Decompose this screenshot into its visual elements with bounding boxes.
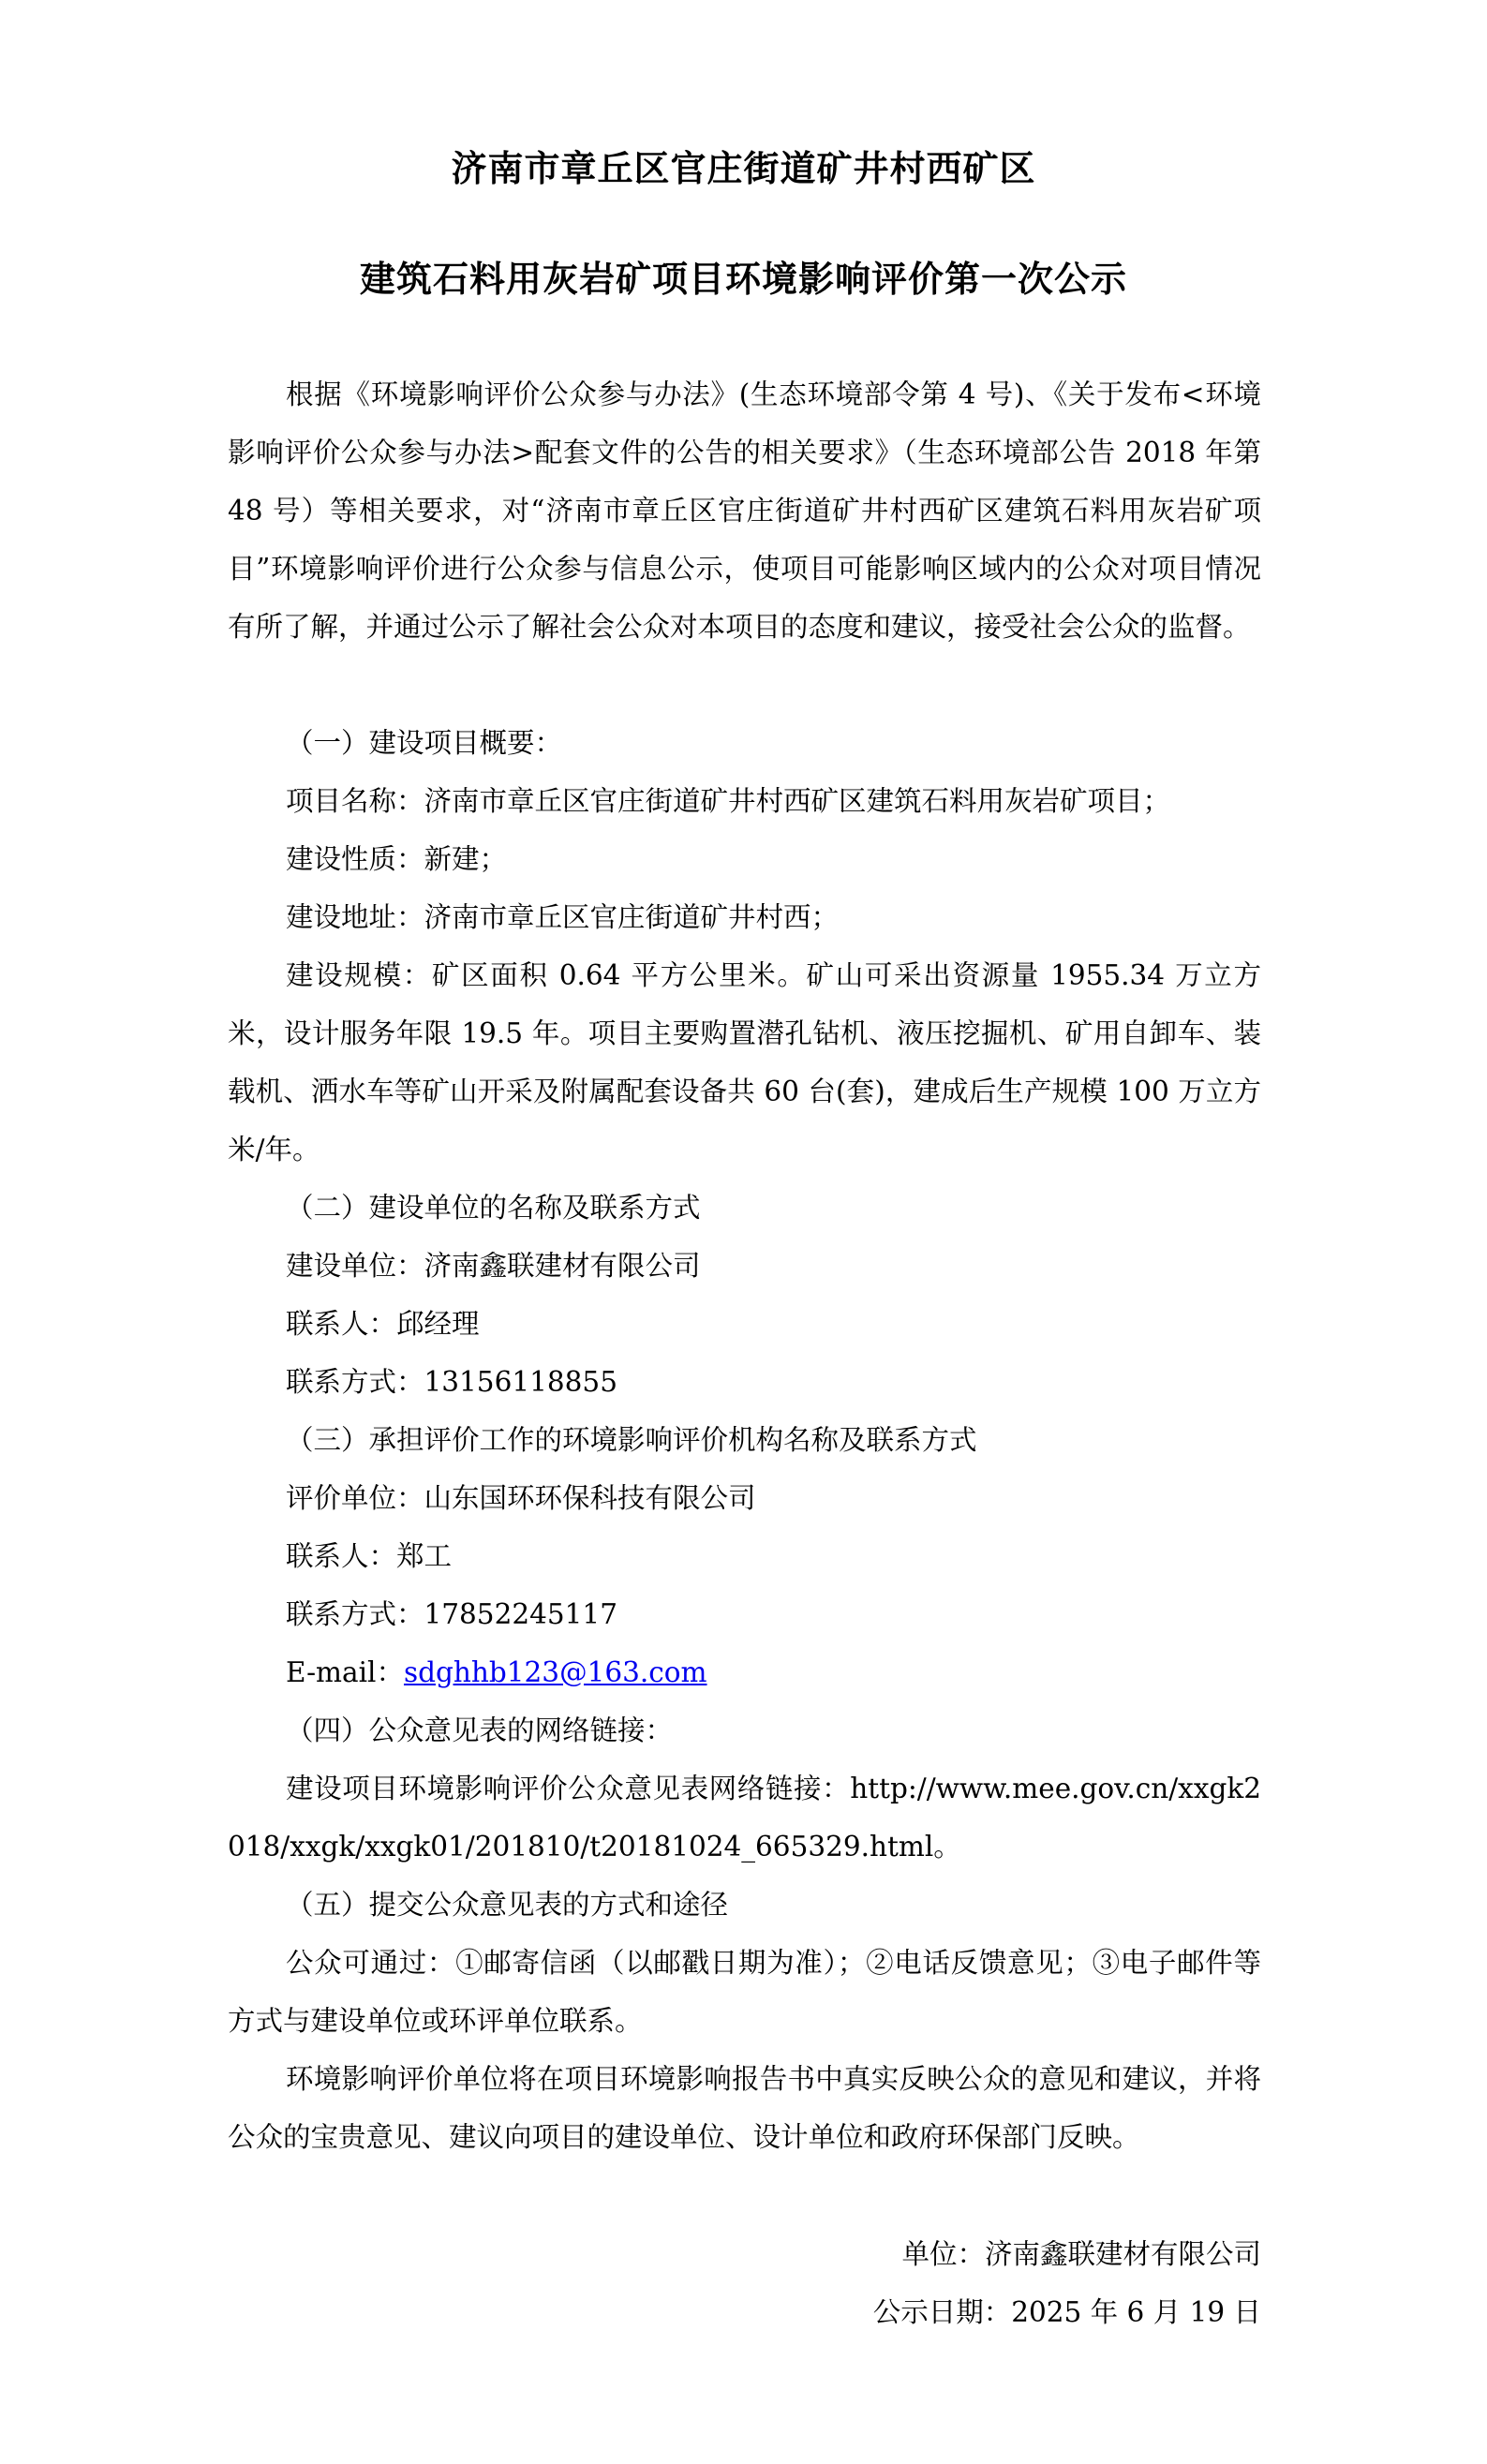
email-label: E-mail： [286,1656,404,1688]
evaluator-contact: 联系人：郑工 [286,1540,453,1572]
opinion-form-link: 建设项目环境影响评价公众意见表网络链接：http://www.mee.gov.cn/xxgk2018/xxgk/xxgk01/201810/t20181024_665329.html。 [228,1773,1261,1863]
section3-heading: （三）承担评价工作的环境影响评价机构名称及联系方式 [286,1424,977,1456]
section4-heading: （四）公众意见表的网络链接： [286,1714,674,1746]
signature-unit: 单位：济南鑫联建材有限公司 [901,2238,1261,2270]
evaluator-phone: 联系方式：17852245117 [286,1598,617,1630]
evaluator-unit: 评价单位：山东国环环保科技有限公司 [286,1482,756,1514]
email-link[interactable]: sdghhb123@163.com [403,1656,707,1688]
section2-heading: （二）建设单位的名称及联系方式 [286,1192,701,1224]
project-nature: 建设性质：新建； [286,843,508,875]
project-name: 项目名称：济南市章丘区官庄街道矿井村西矿区建筑石料用灰岩矿项目； [286,785,1171,817]
document-title-line1: 济南市章丘区官庄街道矿井村西矿区 [451,147,1036,189]
section5-heading: （五）提交公众意见表的方式和途径 [286,1889,729,1921]
intro-paragraph: 根据《环境影响评价公众参与办法》(生态环境部令第 4 号)、《关于发布<环境影响评价公众参与办法>配套文件的公告的相关要求》（生态环境部公告 2018 年第 48 号）等相关要求，对“济南市章丘区官庄街道矿井村西矿区建筑石料用灰岩矿项目”环境影响评价进行公众参与信息公示，使项目可能影响区域内的公众对项目情况有所了解，并通过公示了解社会公众对本项目的态度和建议，接受社会公众的监督。 [228,379,1261,643]
project-scale: 建设规模：矿区面积 0.64 平方公里米。矿山可采出资源量 1955.34 万立方米，设计服务年限 19.5 年。项目主要购置潜孔钻机、液压挖掘机、矿用自卸车、装载机、洒水车等矿山开采及附属配套设备共 60 台(套)，建成后生产规模 100 万立方米/年。 [228,959,1261,1165]
project-location: 建设地址：济南市章丘区官庄街道矿井村西； [286,901,840,933]
closing-paragraph: 环境影响评价单位将在项目环境影响报告书中真实反映公众的意见和建议，并将公众的宝贵意见、建议向项目的建设单位、设计单位和政府环保部门反映。 [228,2063,1261,2153]
builder-contact: 联系人：邱经理 [286,1308,480,1340]
evaluator-email-row [228,1643,1261,1701]
section1-heading: （一）建设项目概要： [286,727,563,759]
submission-methods: 公众可通过：①邮寄信函（以邮戳日期为准）；②电话反馈意见；③电子邮件等方式与建设单位或环评单位联系。 [228,1947,1261,2037]
builder-phone: 联系方式：13156118855 [286,1366,617,1398]
document-title-line2: 建筑石料用灰岩矿项目环境影响评价第一次公示 [359,258,1127,300]
publication-date: 公示日期：2025 年 6 月 19 日 [872,2296,1261,2328]
builder-unit: 建设单位：济南鑫联建材有限公司 [286,1250,701,1282]
